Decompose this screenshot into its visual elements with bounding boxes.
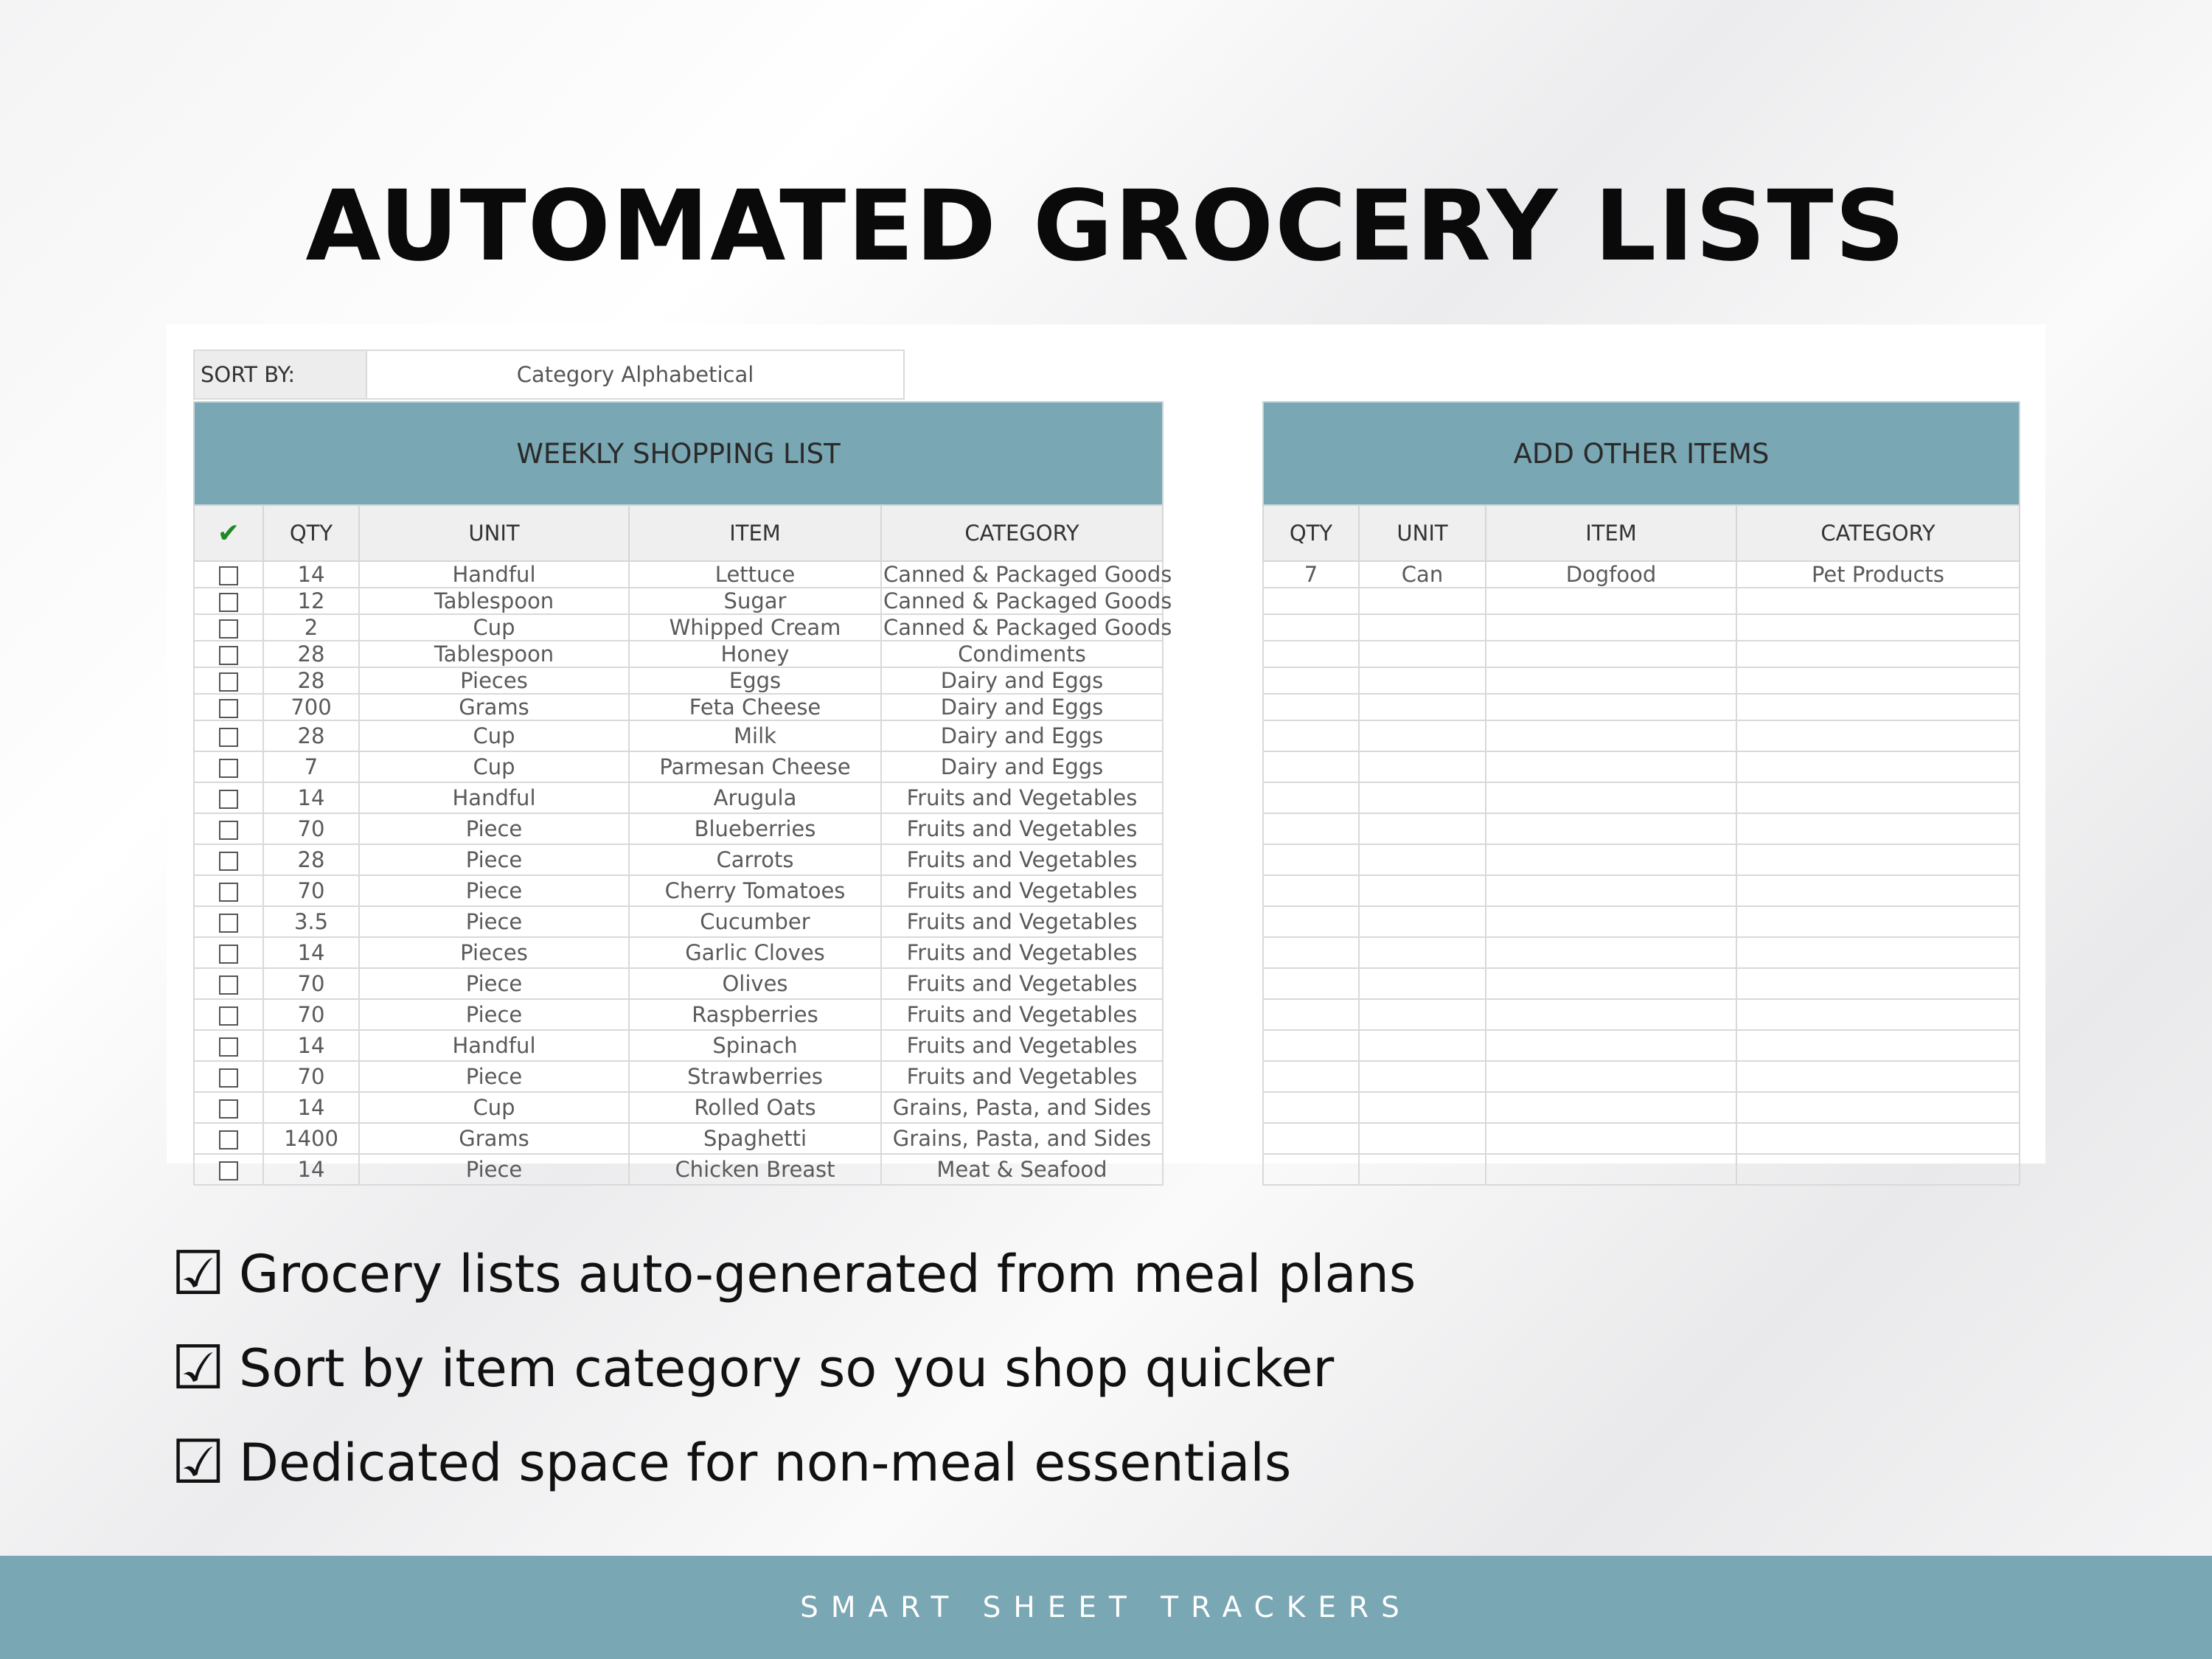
unit-cell[interactable] xyxy=(1359,968,1486,999)
category-cell[interactable] xyxy=(1736,937,2020,968)
empty-table-row xyxy=(1263,906,2020,937)
category-cell[interactable]: Fruits and Vegetables xyxy=(881,968,1163,999)
item-cell[interactable]: Cucumber xyxy=(629,906,881,937)
row-checkbox[interactable] xyxy=(219,821,238,840)
empty-table-row xyxy=(1263,751,2020,782)
item-cell[interactable] xyxy=(1486,1123,1736,1154)
empty-table-row xyxy=(1263,968,2020,999)
category-cell[interactable]: Fruits and Vegetables xyxy=(881,1030,1163,1061)
row-checkbox-cell xyxy=(194,1030,263,1061)
table-row xyxy=(1263,561,2020,588)
unit-cell[interactable]: Handful xyxy=(359,561,629,588)
qty-cell[interactable]: 70 xyxy=(263,813,359,844)
table-row xyxy=(194,641,1163,667)
category-cell[interactable]: Dairy and Eggs xyxy=(881,751,1163,782)
category-cell[interactable]: Dairy and Eggs xyxy=(881,720,1163,751)
table-row xyxy=(194,875,1163,906)
unit-cell[interactable] xyxy=(1359,1092,1486,1123)
empty-table-row xyxy=(1263,1030,2020,1061)
category-cell[interactable] xyxy=(1736,844,2020,875)
unit-cell[interactable]: Pieces xyxy=(359,667,629,694)
table-row xyxy=(194,1154,1163,1185)
row-checkbox-cell xyxy=(194,1154,263,1185)
qty-cell[interactable]: 2 xyxy=(263,614,359,641)
category-cell[interactable]: Dairy and Eggs xyxy=(881,667,1163,694)
unit-cell[interactable]: Cup xyxy=(359,614,629,641)
table-row xyxy=(194,844,1163,875)
category-cell[interactable]: Fruits and Vegetables xyxy=(881,999,1163,1030)
row-checkbox-cell xyxy=(194,782,263,813)
item-cell[interactable] xyxy=(1486,875,1736,906)
unit-cell[interactable] xyxy=(1359,1030,1486,1061)
category-cell[interactable] xyxy=(1736,813,2020,844)
category-cell[interactable]: Fruits and Vegetables xyxy=(881,844,1163,875)
category-cell[interactable]: Fruits and Vegetables xyxy=(881,937,1163,968)
category-cell[interactable] xyxy=(1736,1092,2020,1123)
table-row xyxy=(194,561,1163,588)
qty-column-header: QTY xyxy=(263,505,359,561)
empty-table-row xyxy=(1263,875,2020,906)
table-row xyxy=(194,968,1163,999)
qty-cell[interactable] xyxy=(1263,720,1359,751)
row-checkbox-cell xyxy=(194,968,263,999)
qty-cell[interactable] xyxy=(1263,1030,1359,1061)
qty-cell[interactable]: 70 xyxy=(263,1061,359,1092)
item-cell[interactable] xyxy=(1486,1061,1736,1092)
table-row xyxy=(194,720,1163,751)
unit-cell[interactable]: Piece xyxy=(359,875,629,906)
qty-cell[interactable] xyxy=(1263,782,1359,813)
category-cell[interactable]: Canned & Packaged Goods xyxy=(881,561,1163,588)
unit-cell[interactable] xyxy=(1359,667,1486,694)
category-cell[interactable] xyxy=(1736,875,2020,906)
row-checkbox-cell xyxy=(194,588,263,614)
spreadsheet-panel xyxy=(167,324,2045,1182)
row-checkbox[interactable] xyxy=(219,975,238,995)
feature-item xyxy=(171,1416,1416,1510)
row-checkbox[interactable] xyxy=(219,883,238,902)
unit-cell[interactable]: Piece xyxy=(359,999,629,1030)
item-cell[interactable] xyxy=(1486,968,1736,999)
table-row xyxy=(194,1092,1163,1123)
unit-cell[interactable] xyxy=(1359,937,1486,968)
row-checkbox-cell xyxy=(194,694,263,720)
qty-cell[interactable]: 7 xyxy=(263,751,359,782)
row-checkbox[interactable] xyxy=(219,759,238,778)
add-other-items-title: ADD OTHER ITEMS xyxy=(1263,402,2020,505)
category-cell[interactable] xyxy=(1736,906,2020,937)
unit-cell[interactable]: Tablespoon xyxy=(359,588,629,614)
category-cell[interactable]: Fruits and Vegetables xyxy=(881,813,1163,844)
category-cell[interactable]: Grains, Pasta, and Sides xyxy=(881,1123,1163,1154)
table-row xyxy=(194,782,1163,813)
table-row xyxy=(194,1061,1163,1092)
empty-table-row xyxy=(1263,813,2020,844)
table-row xyxy=(194,906,1163,937)
row-checkbox-cell xyxy=(194,937,263,968)
unit-cell[interactable] xyxy=(1359,641,1486,667)
table-row xyxy=(194,694,1163,720)
category-cell[interactable] xyxy=(1736,1154,2020,1185)
qty-cell[interactable] xyxy=(1263,614,1359,641)
table-row xyxy=(194,751,1163,782)
empty-table-row xyxy=(1263,782,2020,813)
item-cell[interactable]: Olives xyxy=(629,968,881,999)
qty-cell[interactable]: 70 xyxy=(263,968,359,999)
unit-cell[interactable] xyxy=(1359,1123,1486,1154)
qty-cell[interactable] xyxy=(1263,667,1359,694)
unit-cell[interactable] xyxy=(1359,751,1486,782)
item-cell[interactable]: Parmesan Cheese xyxy=(629,751,881,782)
item-cell[interactable] xyxy=(1486,720,1736,751)
unit-cell[interactable] xyxy=(1359,875,1486,906)
category-column-header: CATEGORY xyxy=(1736,505,2020,561)
empty-table-row xyxy=(1263,694,2020,720)
item-cell[interactable]: Sugar xyxy=(629,588,881,614)
unit-cell[interactable] xyxy=(1359,813,1486,844)
row-checkbox[interactable] xyxy=(219,1130,238,1150)
row-checkbox-cell xyxy=(194,1061,263,1092)
row-checkbox[interactable] xyxy=(219,1068,238,1088)
category-cell[interactable] xyxy=(1736,641,2020,667)
feature-list xyxy=(171,1227,1416,1510)
row-checkbox-cell xyxy=(194,614,263,641)
qty-cell[interactable]: 70 xyxy=(263,875,359,906)
feature-item xyxy=(171,1321,1416,1416)
item-cell[interactable] xyxy=(1486,694,1736,720)
empty-table-row xyxy=(1263,1154,2020,1185)
item-cell[interactable]: Arugula xyxy=(629,782,881,813)
empty-table-row xyxy=(1263,720,2020,751)
qty-cell[interactable] xyxy=(1263,813,1359,844)
item-cell[interactable] xyxy=(1486,588,1736,614)
category-cell[interactable] xyxy=(1736,1123,2020,1154)
item-cell[interactable] xyxy=(1486,667,1736,694)
category-cell[interactable] xyxy=(1736,999,2020,1030)
item-column-header: ITEM xyxy=(1486,505,1736,561)
item-cell[interactable]: Carrots xyxy=(629,844,881,875)
item-cell[interactable]: Spaghetti xyxy=(629,1123,881,1154)
item-cell[interactable]: Cherry Tomatoes xyxy=(629,875,881,906)
item-cell[interactable]: Honey xyxy=(629,641,881,667)
category-column-header: CATEGORY xyxy=(881,505,1163,561)
row-checkbox[interactable] xyxy=(219,593,238,612)
table-row xyxy=(194,588,1163,614)
unit-cell[interactable]: Piece xyxy=(359,906,629,937)
qty-cell[interactable] xyxy=(1263,875,1359,906)
unit-cell[interactable]: Piece xyxy=(359,813,629,844)
item-cell[interactable] xyxy=(1486,813,1736,844)
item-cell[interactable] xyxy=(1486,844,1736,875)
qty-cell[interactable]: 700 xyxy=(263,694,359,720)
item-cell[interactable]: Whipped Cream xyxy=(629,614,881,641)
unit-column-header: UNIT xyxy=(359,505,629,561)
item-cell[interactable]: Chicken Breast xyxy=(629,1154,881,1185)
row-checkbox[interactable] xyxy=(219,945,238,964)
unit-cell[interactable] xyxy=(1359,720,1486,751)
row-checkbox[interactable] xyxy=(219,699,238,718)
item-cell[interactable]: Lettuce xyxy=(629,561,881,588)
unit-cell[interactable]: Grams xyxy=(359,1123,629,1154)
category-cell[interactable]: Fruits and Vegetables xyxy=(881,1061,1163,1092)
category-cell[interactable] xyxy=(1736,667,2020,694)
row-checkbox-cell xyxy=(194,641,263,667)
unit-cell[interactable] xyxy=(1359,588,1486,614)
item-cell[interactable]: Milk xyxy=(629,720,881,751)
item-cell[interactable]: Feta Cheese xyxy=(629,694,881,720)
footer-brand: SMART SHEET TRACKERS xyxy=(800,1590,1412,1624)
qty-cell[interactable]: 14 xyxy=(263,782,359,813)
green-check-icon: ✔ xyxy=(217,518,240,549)
category-cell[interactable]: Fruits and Vegetables xyxy=(881,782,1163,813)
row-checkbox-cell xyxy=(194,999,263,1030)
qty-cell[interactable]: 12 xyxy=(263,588,359,614)
qty-cell[interactable]: 7 xyxy=(1263,561,1359,588)
unit-cell[interactable]: Piece xyxy=(359,1154,629,1185)
row-checkbox[interactable] xyxy=(219,1161,238,1180)
unit-cell[interactable] xyxy=(1359,999,1486,1030)
unit-cell[interactable]: Piece xyxy=(359,844,629,875)
row-checkbox-cell xyxy=(194,561,263,588)
empty-table-row xyxy=(1263,1061,2020,1092)
empty-table-row xyxy=(1263,641,2020,667)
qty-cell[interactable]: 1400 xyxy=(263,1123,359,1154)
qty-cell[interactable] xyxy=(1263,1154,1359,1185)
item-cell[interactable] xyxy=(1486,1030,1736,1061)
category-cell[interactable]: Fruits and Vegetables xyxy=(881,906,1163,937)
row-checkbox[interactable] xyxy=(219,914,238,933)
item-cell[interactable]: Raspberries xyxy=(629,999,881,1030)
category-cell[interactable] xyxy=(1736,1061,2020,1092)
empty-table-row xyxy=(1263,667,2020,694)
item-cell[interactable] xyxy=(1486,641,1736,667)
empty-table-row xyxy=(1263,614,2020,641)
item-cell[interactable] xyxy=(1486,751,1736,782)
empty-table-row xyxy=(1263,937,2020,968)
category-cell[interactable] xyxy=(1736,614,2020,641)
item-cell[interactable]: Spinach xyxy=(629,1030,881,1061)
category-cell[interactable] xyxy=(1736,1030,2020,1061)
qty-cell[interactable]: 28 xyxy=(263,641,359,667)
feature-text: Grocery lists auto-generated from meal plans xyxy=(239,1244,1416,1304)
row-checkbox-cell xyxy=(194,844,263,875)
qty-cell[interactable]: 28 xyxy=(263,720,359,751)
qty-cell[interactable] xyxy=(1263,1061,1359,1092)
item-cell[interactable] xyxy=(1486,937,1736,968)
item-cell[interactable]: Eggs xyxy=(629,667,881,694)
category-cell[interactable] xyxy=(1736,720,2020,751)
item-cell[interactable]: Rolled Oats xyxy=(629,1092,881,1123)
unit-cell[interactable]: Piece xyxy=(359,1061,629,1092)
qty-cell[interactable] xyxy=(1263,1123,1359,1154)
unit-cell[interactable]: Cup xyxy=(359,751,629,782)
checkbox-checked-icon: ☑ xyxy=(171,1333,226,1403)
item-cell[interactable] xyxy=(1486,999,1736,1030)
item-cell[interactable]: Strawberries xyxy=(629,1061,881,1092)
qty-cell[interactable] xyxy=(1263,999,1359,1030)
item-cell[interactable] xyxy=(1486,782,1736,813)
category-cell[interactable] xyxy=(1736,751,2020,782)
sort-by-control xyxy=(193,349,905,400)
qty-cell[interactable]: 28 xyxy=(263,844,359,875)
unit-cell[interactable] xyxy=(1359,1154,1486,1185)
row-checkbox-cell xyxy=(194,751,263,782)
row-checkbox[interactable] xyxy=(219,1037,238,1057)
row-checkbox-cell xyxy=(194,667,263,694)
unit-cell[interactable]: Handful xyxy=(359,782,629,813)
qty-cell[interactable]: 14 xyxy=(263,1092,359,1123)
unit-cell[interactable] xyxy=(1359,906,1486,937)
table-row xyxy=(194,937,1163,968)
done-column-header xyxy=(194,505,263,561)
qty-cell[interactable]: 28 xyxy=(263,667,359,694)
item-cell[interactable]: Dogfood xyxy=(1486,561,1736,588)
category-cell[interactable]: Fruits and Vegetables xyxy=(881,875,1163,906)
weekly-shopping-list-title: WEEKLY SHOPPING LIST xyxy=(194,402,1163,505)
unit-cell[interactable] xyxy=(1359,1061,1486,1092)
row-checkbox[interactable] xyxy=(219,852,238,871)
item-cell[interactable]: Garlic Cloves xyxy=(629,937,881,968)
qty-cell[interactable]: 3.5 xyxy=(263,906,359,937)
sort-by-label: SORT BY: xyxy=(195,351,367,398)
qty-cell[interactable] xyxy=(1263,937,1359,968)
unit-cell[interactable]: Handful xyxy=(359,1030,629,1061)
row-checkbox[interactable] xyxy=(219,619,238,639)
feature-text: Dedicated space for non-meal essentials xyxy=(239,1433,1292,1493)
category-cell[interactable]: Meat & Seafood xyxy=(881,1154,1163,1185)
category-cell[interactable] xyxy=(1736,694,2020,720)
empty-table-row xyxy=(1263,844,2020,875)
table-row xyxy=(194,999,1163,1030)
category-cell[interactable] xyxy=(1736,782,2020,813)
category-cell[interactable]: Grains, Pasta, and Sides xyxy=(881,1092,1163,1123)
qty-cell[interactable]: 14 xyxy=(263,1154,359,1185)
row-checkbox[interactable] xyxy=(219,1099,238,1119)
unit-cell[interactable]: Pieces xyxy=(359,937,629,968)
unit-cell[interactable]: Tablespoon xyxy=(359,641,629,667)
item-cell[interactable] xyxy=(1486,1092,1736,1123)
row-checkbox[interactable] xyxy=(219,790,238,809)
category-cell[interactable]: Condiments xyxy=(881,641,1163,667)
row-checkbox-cell xyxy=(194,1123,263,1154)
unit-cell[interactable] xyxy=(1359,844,1486,875)
unit-cell[interactable]: Piece xyxy=(359,968,629,999)
row-checkbox[interactable] xyxy=(219,646,238,665)
feature-item xyxy=(171,1227,1416,1321)
qty-cell[interactable]: 14 xyxy=(263,561,359,588)
checkbox-checked-icon: ☑ xyxy=(171,1427,226,1498)
category-cell[interactable] xyxy=(1736,968,2020,999)
qty-cell[interactable] xyxy=(1263,906,1359,937)
unit-cell[interactable] xyxy=(1359,614,1486,641)
category-cell[interactable] xyxy=(1736,588,2020,614)
empty-table-row xyxy=(1263,1092,2020,1123)
weekly-shopping-list-table xyxy=(193,401,1172,1186)
qty-cell[interactable]: 14 xyxy=(263,937,359,968)
item-cell[interactable] xyxy=(1486,906,1736,937)
category-cell[interactable]: Canned & Packaged Goods xyxy=(881,614,1163,641)
category-cell[interactable]: Pet Products xyxy=(1736,561,2020,588)
unit-cell[interactable]: Cup xyxy=(359,1092,629,1123)
qty-cell[interactable] xyxy=(1263,641,1359,667)
row-checkbox[interactable] xyxy=(219,672,238,692)
qty-cell[interactable]: 70 xyxy=(263,999,359,1030)
row-checkbox-cell xyxy=(194,875,263,906)
unit-cell[interactable]: Can xyxy=(1359,561,1486,588)
empty-table-row xyxy=(1263,1123,2020,1154)
checkbox-checked-icon: ☑ xyxy=(171,1239,226,1309)
category-cell[interactable]: Dairy and Eggs xyxy=(881,694,1163,720)
item-cell[interactable] xyxy=(1486,1154,1736,1185)
row-checkbox-cell xyxy=(194,813,263,844)
footer-bar xyxy=(0,1556,2212,1659)
row-checkbox[interactable] xyxy=(219,566,238,585)
table-row xyxy=(194,667,1163,694)
unit-cell[interactable] xyxy=(1359,694,1486,720)
row-checkbox-cell xyxy=(194,906,263,937)
row-checkbox-cell xyxy=(194,1092,263,1123)
qty-cell[interactable] xyxy=(1263,751,1359,782)
table-row xyxy=(194,1030,1163,1061)
qty-cell[interactable] xyxy=(1263,588,1359,614)
category-cell[interactable]: Canned & Packaged Goods xyxy=(881,588,1163,614)
empty-table-row xyxy=(1263,588,2020,614)
unit-cell[interactable]: Cup xyxy=(359,720,629,751)
page-title: AUTOMATED GROCERY LISTS xyxy=(305,170,1907,283)
qty-cell[interactable] xyxy=(1263,694,1359,720)
unit-column-header: UNIT xyxy=(1359,505,1486,561)
qty-cell[interactable] xyxy=(1263,968,1359,999)
row-checkbox[interactable] xyxy=(219,728,238,747)
row-checkbox[interactable] xyxy=(219,1006,238,1026)
empty-table-row xyxy=(1263,999,2020,1030)
qty-cell[interactable]: 14 xyxy=(263,1030,359,1061)
add-other-items-table xyxy=(1262,401,2020,1186)
table-row xyxy=(194,813,1163,844)
item-cell[interactable]: Blueberries xyxy=(629,813,881,844)
table-row xyxy=(194,1123,1163,1154)
item-cell[interactable] xyxy=(1486,614,1736,641)
sort-by-dropdown[interactable]: Category Alphabetical xyxy=(367,351,903,398)
unit-cell[interactable]: Grams xyxy=(359,694,629,720)
qty-cell[interactable] xyxy=(1263,1092,1359,1123)
qty-column-header: QTY xyxy=(1263,505,1359,561)
item-column-header: ITEM xyxy=(629,505,881,561)
feature-text: Sort by item category so you shop quicker xyxy=(239,1338,1335,1399)
row-checkbox-cell xyxy=(194,720,263,751)
qty-cell[interactable] xyxy=(1263,844,1359,875)
table-row xyxy=(194,614,1163,641)
unit-cell[interactable] xyxy=(1359,782,1486,813)
